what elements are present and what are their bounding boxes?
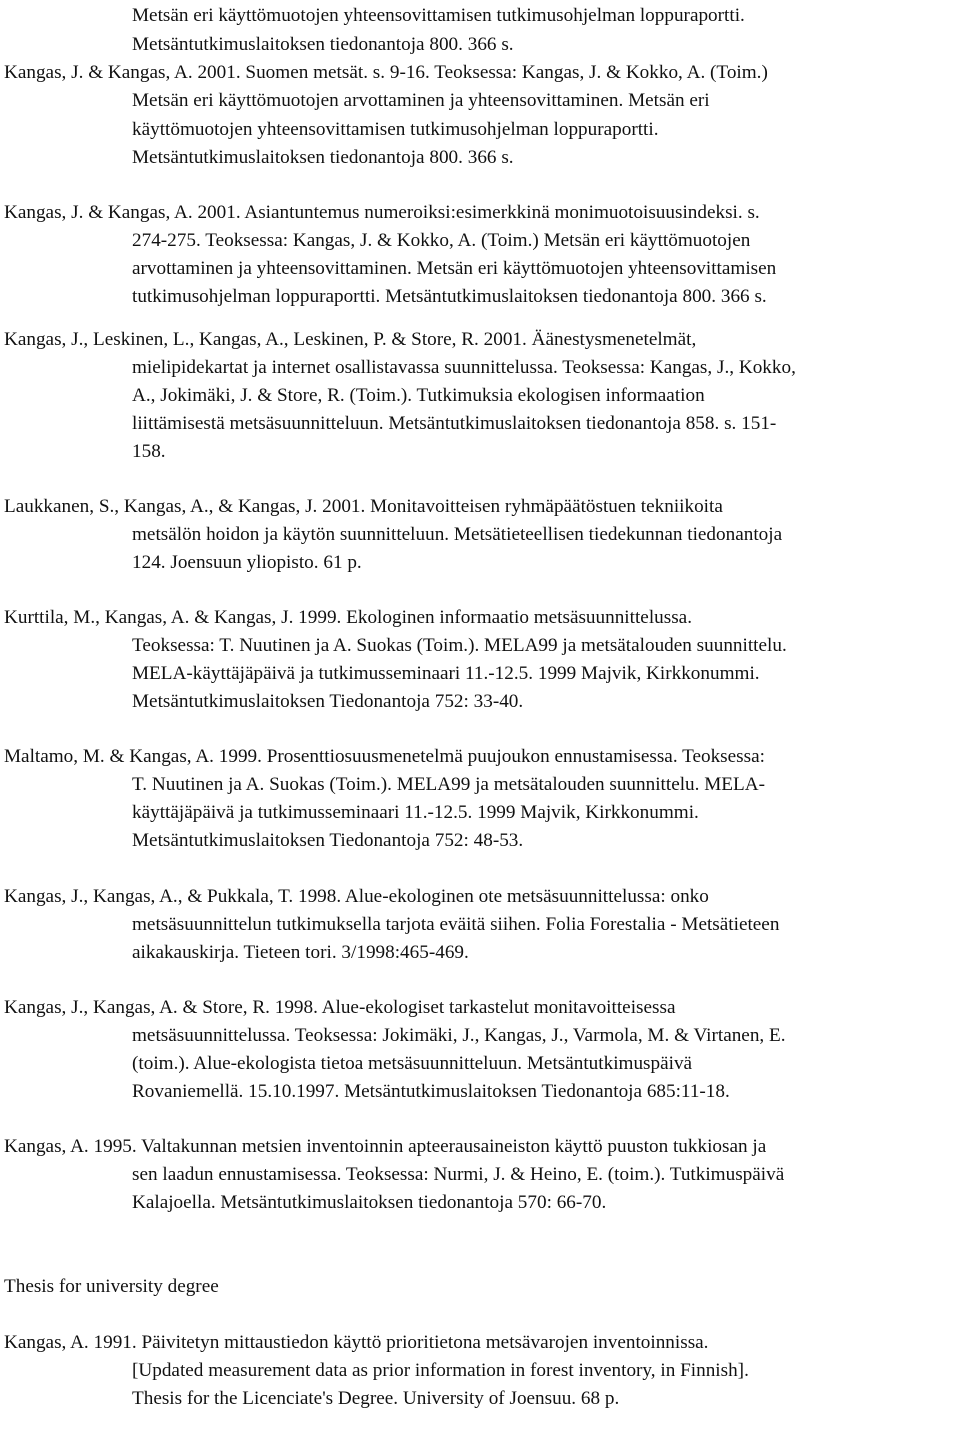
reference-line: (toim.). Alue-ekologista tietoa metsäsuunnitteluun. Metsäntutkimuspäivä xyxy=(132,1053,693,1074)
reference-line: arvottaminen ja yhteensovittaminen. Metsän eri käyttömuotojen yhteensovittamisen xyxy=(132,258,777,279)
reference-line: Laukkanen, S., Kangas, A., & Kangas, J. 2001. Monitavoitteisen ryhmäpäätöstuen tekniikoita xyxy=(4,496,723,517)
reference-line: Maltamo, M. & Kangas, A. 1999. Prosenttiosuusmenetelmä puujoukon ennustamisessa. Teoksessa: xyxy=(4,746,765,767)
reference-line: metsäsuunnittelussa. Teoksessa: Jokimäki, J., Kangas, J., Varmola, M. & Virtanen, E. xyxy=(132,1025,786,1046)
reference-line: Kangas, J., Kangas, A., & Pukkala, T. 1998. Alue-ekologinen ote metsäsuunnittelussa: onko xyxy=(4,886,709,907)
reference-line: Metsän eri käyttömuotojen yhteensovittamisen tutkimusohjelman loppuraportti. xyxy=(132,5,745,26)
reference-line: Kalajoella. Metsäntutkimuslaitoksen tiedonantoja 570: 66-70. xyxy=(132,1192,607,1213)
reference-line: liittämisestä metsäsuunnitteluun. Metsäntutkimuslaitoksen tiedonantoja 858. s. 151- xyxy=(132,413,777,434)
reference-line: Kurttila, M., Kangas, A. & Kangas, J. 1999. Ekologinen informaatio metsäsuunnittelussa. xyxy=(4,607,692,628)
thesis-reference-line: Kangas, A. 1991. Päivitetyn mittaustiedon käyttö prioritietona metsävarojen inventoinnissa. xyxy=(4,1332,709,1353)
reference-line: Metsäntutkimuslaitoksen tiedonantoja 800. 366 s. xyxy=(132,147,514,168)
reference-line: Metsän eri käyttömuotojen arvottaminen ja yhteensovittaminen. Metsän eri xyxy=(132,90,710,111)
reference-line: Kangas, J., Kangas, A. & Store, R. 1998. Alue-ekologiset tarkastelut monitavoitteisessa xyxy=(4,997,676,1018)
thesis-reference-line: Thesis for the Licenciate's Degree. University of Joensuu. 68 p. xyxy=(132,1388,620,1409)
reference-line: metsälön hoidon ja käytön suunnitteluun. Metsätieteellisen tiedekunnan tiedonantoja xyxy=(132,524,783,545)
reference-line: Teoksessa: T. Nuutinen ja A. Suokas (Toim.). MELA99 ja metsätalouden suunnittelu. xyxy=(132,635,787,656)
reference-line: T. Nuutinen ja A. Suokas (Toim.). MELA99 ja metsätalouden suunnittelu. MELA- xyxy=(132,774,765,795)
thesis-reference-line: [Updated measurement data as prior information in forest inventory, in Finnish]. xyxy=(132,1360,749,1381)
reference-line: 124. Joensuun yliopisto. 61 p. xyxy=(132,552,362,573)
reference-line: Kangas, J., Leskinen, L., Kangas, A., Leskinen, P. & Store, R. 2001. Äänestysmenetelmät, xyxy=(4,329,697,350)
reference-line: mielipidekartat ja internet osallistavassa suunnittelussa. Teoksessa: Kangas, J., Kokko, xyxy=(132,357,796,378)
reference-line: Rovaniemellä. 15.10.1997. Metsäntutkimuslaitoksen Tiedonantoja 685:11-18. xyxy=(132,1081,730,1102)
reference-line: MELA-käyttäjäpäivä ja tutkimusseminaari 11.-12.5. 1999 Majvik, Kirkkonummi. xyxy=(132,663,760,684)
reference-line: 158. xyxy=(132,441,166,462)
reference-line: sen laadun ennustamisessa. Teoksessa: Nurmi, J. & Heino, E. (toim.). Tutkimuspäivä xyxy=(132,1164,785,1185)
reference-line: Kangas, J. & Kangas, A. 2001. Asiantuntemus numeroiksi:esimerkkinä monimuotoisuusindeksi. s. xyxy=(4,202,760,223)
reference-line: 274-275. Teoksessa: Kangas, J. & Kokko, A. (Toim.) Metsän eri käyttömuotojen xyxy=(132,230,751,251)
reference-line: tutkimusohjelman loppuraportti. Metsäntutkimuslaitoksen tiedonantoja 800. 366 s. xyxy=(132,286,767,307)
reference-line: Metsäntutkimuslaitoksen Tiedonantoja 752: 48-53. xyxy=(132,830,524,851)
section-heading: Thesis for university degree xyxy=(4,1276,219,1297)
reference-line: käyttäjäpäivä ja tutkimusseminaari 11.-12.5. 1999 Majvik, Kirkkonummi. xyxy=(132,802,699,823)
reference-line: Metsäntutkimuslaitoksen tiedonantoja 800. 366 s. xyxy=(132,34,514,55)
reference-line: aikakauskirja. Tieteen tori. 3/1998:465-469. xyxy=(132,942,469,963)
reference-line: käyttömuotojen yhteensovittamisen tutkimusohjelman loppuraportti. xyxy=(132,119,659,140)
reference-line: Metsäntutkimuslaitoksen Tiedonantoja 752: 33-40. xyxy=(132,691,524,712)
reference-line: Kangas, A. 1995. Valtakunnan metsien inventoinnin apteerausaineiston käyttö puuston tukkiosan ja xyxy=(4,1136,767,1157)
reference-line: A., Jokimäki, J. & Store, R. (Toim.). Tutkimuksia ekologisen informaation xyxy=(132,385,705,406)
reference-line: metsäsuunnittelun tutkimuksella tarjota eväitä siihen. Folia Forestalia - Metsätieteen xyxy=(132,914,780,935)
reference-line: Kangas, J. & Kangas, A. 2001. Suomen metsät. s. 9-16. Teoksessa: Kangas, J. & Kokko, A. (Toim.) xyxy=(4,62,768,83)
